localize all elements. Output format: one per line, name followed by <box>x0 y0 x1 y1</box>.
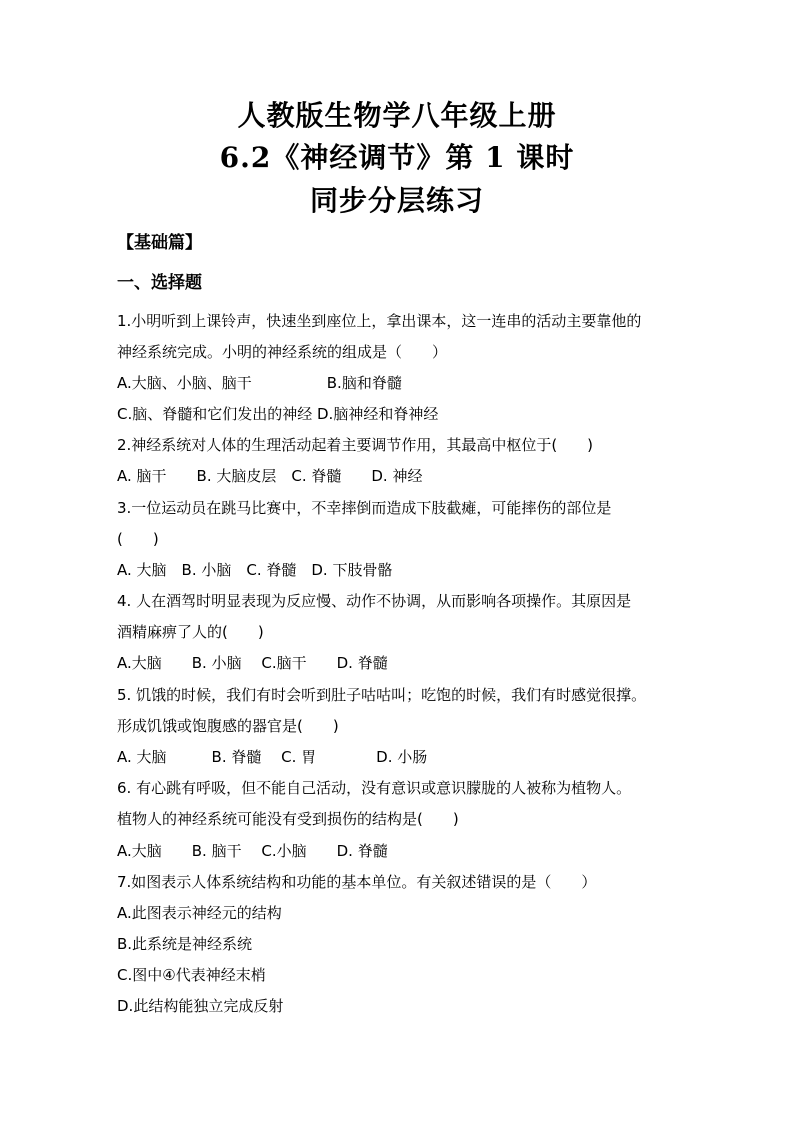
option-line: A.大脑、小脑、脑干 B.脑和脊髓 <box>117 374 402 392</box>
option-line: A.大脑 B. 脑干 C.小脑 D. 脊髓 <box>117 842 388 860</box>
option-line: C.图中④代表神经末梢 <box>117 966 266 984</box>
question-line: 形成饥饿或饱腹感的器官是( ) <box>117 717 339 735</box>
option-line: C.脑、脊髓和它们发出的神经 D.脑神经和脊神经 <box>117 405 439 423</box>
question-line: 1.小明听到上课铃声，快速坐到座位上，拿出课本，这一连串的活动主要靠他的 <box>117 312 642 330</box>
option-line: A.此图表示神经元的结构 <box>117 904 282 922</box>
question-line: 植物人的神经系统可能没有受到损伤的结构是( ) <box>117 810 459 828</box>
option-line: D.此结构能独立完成反射 <box>117 997 284 1015</box>
title-line-3: 同步分层练习 <box>309 184 484 217</box>
section-heading-choice: 一、选择题 <box>117 273 202 293</box>
question-line: 2.神经系统对人体的生理活动起着主要调节作用，其最高中枢位于( ) <box>117 436 594 454</box>
question-line: 酒精麻痹了人的( ) <box>117 623 264 641</box>
option-line: B.此系统是神经系统 <box>117 935 253 953</box>
title-line-1: 人教版生物学八年级上册 <box>237 99 557 132</box>
option-line: A.大脑 B. 小脑 C.脑干 D. 脊髓 <box>117 654 388 672</box>
section-heading-basic: 【基础篇】 <box>117 233 202 253</box>
question-line: 神经系统完成。小明的神经系统的组成是（ ） <box>117 343 448 361</box>
option-line: A. 脑干 B. 大脑皮层 C. 脊髓 D. 神经 <box>117 467 423 485</box>
question-line: 6. 有心跳有呼吸，但不能自己活动，没有意识或意识朦胧的人被称为植物人。 <box>117 779 632 797</box>
question-line: ( ) <box>117 530 159 548</box>
question-line: 4. 人在酒驾时明显表现为反应慢、动作不协调，从而影响各项操作。其原因是 <box>117 592 632 610</box>
question-line: 7.如图表示人体系统结构和功能的基本单位。有关叙述错误的是（ ） <box>117 873 597 891</box>
option-line: A. 大脑 B. 小脑 C. 脊髓 D. 下肢骨骼 <box>117 561 393 579</box>
question-line: 3.一位运动员在跳马比赛中，不幸摔倒而造成下肢截瘫，可能摔伤的部位是 <box>117 499 612 517</box>
title-line-2: 6.2《神经调节》第 1 课时 <box>219 141 575 174</box>
question-line: 5. 饥饿的时候，我们有时会听到肚子咕咕叫；吃饱的时候，我们有时感觉很撑。 <box>117 686 647 704</box>
option-line: A. 大脑 B. 脊髓 C. 胃 D. 小肠 <box>117 748 428 766</box>
